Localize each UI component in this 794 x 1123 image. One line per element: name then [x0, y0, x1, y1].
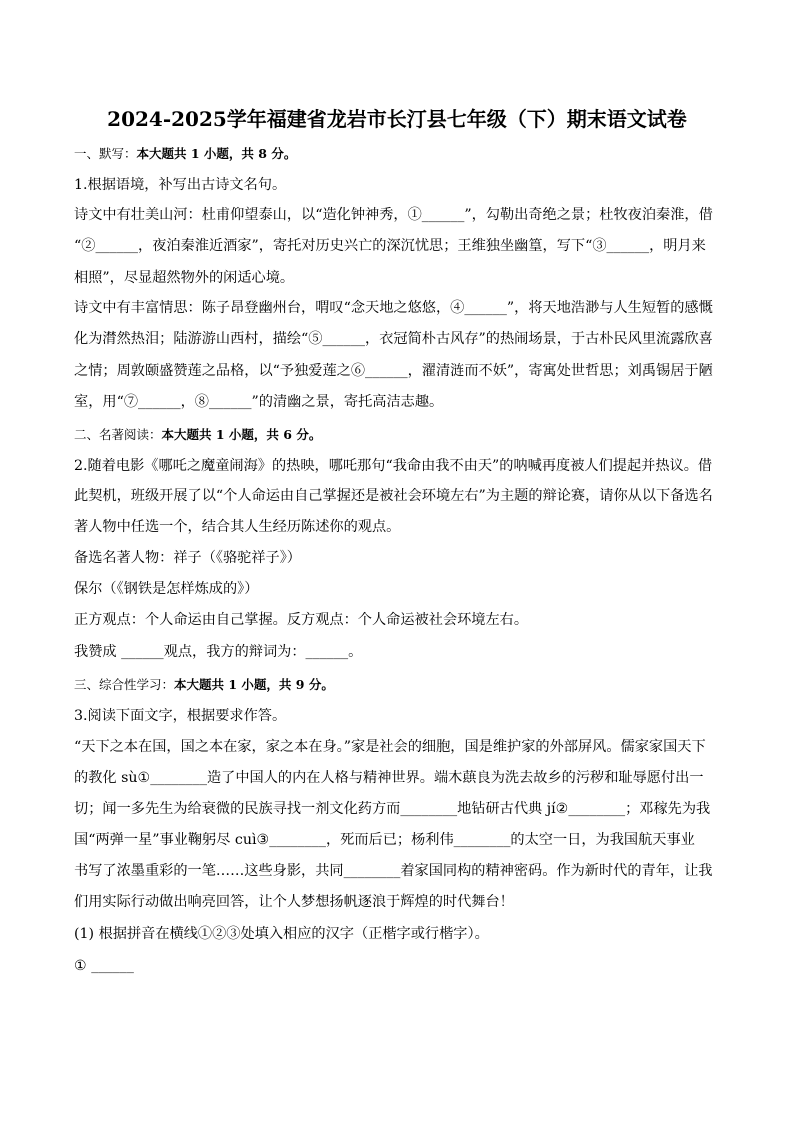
section-heading-1 — [74, 144, 296, 164]
question-1-text-line: “②______，夜泊秦淮近酒家”，寄托对历史兴亡的深沉忧思；王维独坐幽篁，写下“③______，明月来 — [74, 238, 706, 254]
section-2-heading-detail: 本大题共 1 小题，共 6 分。 — [161, 427, 322, 442]
question-2-text-line: 著人物中任选一个，结合其人生经历陈述你的观点。 — [74, 519, 401, 535]
question-3-text-line: 们用实际行动做出响亮回答，让个人梦想扬帆逐浪于辉煌的时代舞台！ — [74, 894, 514, 910]
question-1-text-line: 之情；周敦颐盛赞莲之品格，以“予独爱莲之⑥______，濯清涟而不妖”，寄寓处世哲思；刘禹锡居于陋 — [74, 363, 713, 379]
section-1-heading-detail: 本大题共 1 小题，共 8 分。 — [136, 146, 297, 161]
question-3-subquestion-1: (1) 根据拼音在横线①②③处填入相应的汉字（正楷字或行楷字）。 — [74, 926, 489, 942]
question-2-text-line: 备选名著人物：祥子（《骆驼祥子》） — [74, 550, 301, 566]
question-1-text-line: 诗文中有丰富情思：陈子昂登幽州台，喟叹“念天地之悠悠，④______”，将天地浩渺与人生短暂的感慨 — [74, 300, 713, 316]
question-1-text-line: 化为潸然热泪；陆游游山西村，描绘“⑤______，衣冠简朴古风存”的热闹场景，于古朴民风里流露欣喜 — [74, 331, 713, 347]
question-2-text-line: 保尔（《钢铁是怎样炼成的》） — [74, 581, 259, 597]
question-3-text-line: 书写了浓墨重彩的一笔……这些身影，共同________着家国同构的精神密码。作为新时代的青年，让我 — [74, 863, 713, 879]
page-title: 2024-2025学年福建省龙岩市长汀县七年级（下）期末语文试卷 — [107, 107, 687, 131]
question-1-prompt: 1.根据语境，补写出古诗文名句。 — [74, 177, 287, 193]
question-3-text-line: 切；闻一多先生为给衰微的民族寻找一剂文化药方而________地钻研古代典 jí②________；邓稼先为我 — [74, 801, 711, 817]
question-2-text-line: 2.随着电影《哪吒之魔童闹海》的热映，哪吒那句“我命由我不由天”的呐喊再度被人们提起并热议。借 — [74, 458, 713, 474]
question-3-text-line: 国“两弹一星”事业鞠躬尽 cuì③________，死而后已；杨利伟________的太空一日，为我国航天事业 — [74, 832, 695, 848]
section-2-heading-prefix: 二、名著阅读： — [74, 427, 162, 442]
section-heading-3 — [74, 675, 334, 695]
question-2-answer-line: 我赞成 ______观点，我方的辩词为：______。 — [74, 644, 363, 660]
question-2-text-line: 正方观点：个人命运由自己掌握。反方观点：个人命运被社会环境左右。 — [74, 612, 529, 628]
question-3-text-line: “天下之本在国，国之本在家，家之本在身。”家是社会的细胞，国是维护家的外部屏风。儒家家国天下 — [74, 739, 706, 755]
question-3-text-line: 的教化 sù①________造了中国人的内在人格与精神世界。端木蕻良为洗去故乡的污秽和耻辱愿付出一 — [74, 770, 704, 786]
question-3-answer-blank-1: ① ______ — [74, 958, 134, 974]
section-3-heading-prefix: 三、综合性学习： — [74, 677, 175, 692]
section-heading-2 — [74, 425, 321, 445]
section-3-heading-detail: 本大题共 1 小题，共 9 分。 — [174, 677, 334, 692]
question-3-prompt: 3.阅读下面文字，根据要求作答。 — [74, 708, 287, 724]
question-1-text-line: 室，用“⑦______，⑧______”的清幽之景，寄托高洁志趣。 — [74, 394, 444, 410]
question-1-text-line: 诗文中有壮美山河：杜甫仰望泰山，以“造化钟神秀，①______”，勾勒出奇绝之景；杜牧夜泊秦淮，借 — [74, 207, 713, 223]
section-1-heading-prefix: 一、默写： — [74, 146, 137, 161]
question-2-text-line: 此契机，班级开展了以“个人命运由自己掌握还是被社会环境左右”为主题的辩论赛，请你从以下备选名 — [74, 488, 713, 504]
question-1-text-line: 相照”，尽显超然物外的闲适心境。 — [74, 270, 295, 286]
